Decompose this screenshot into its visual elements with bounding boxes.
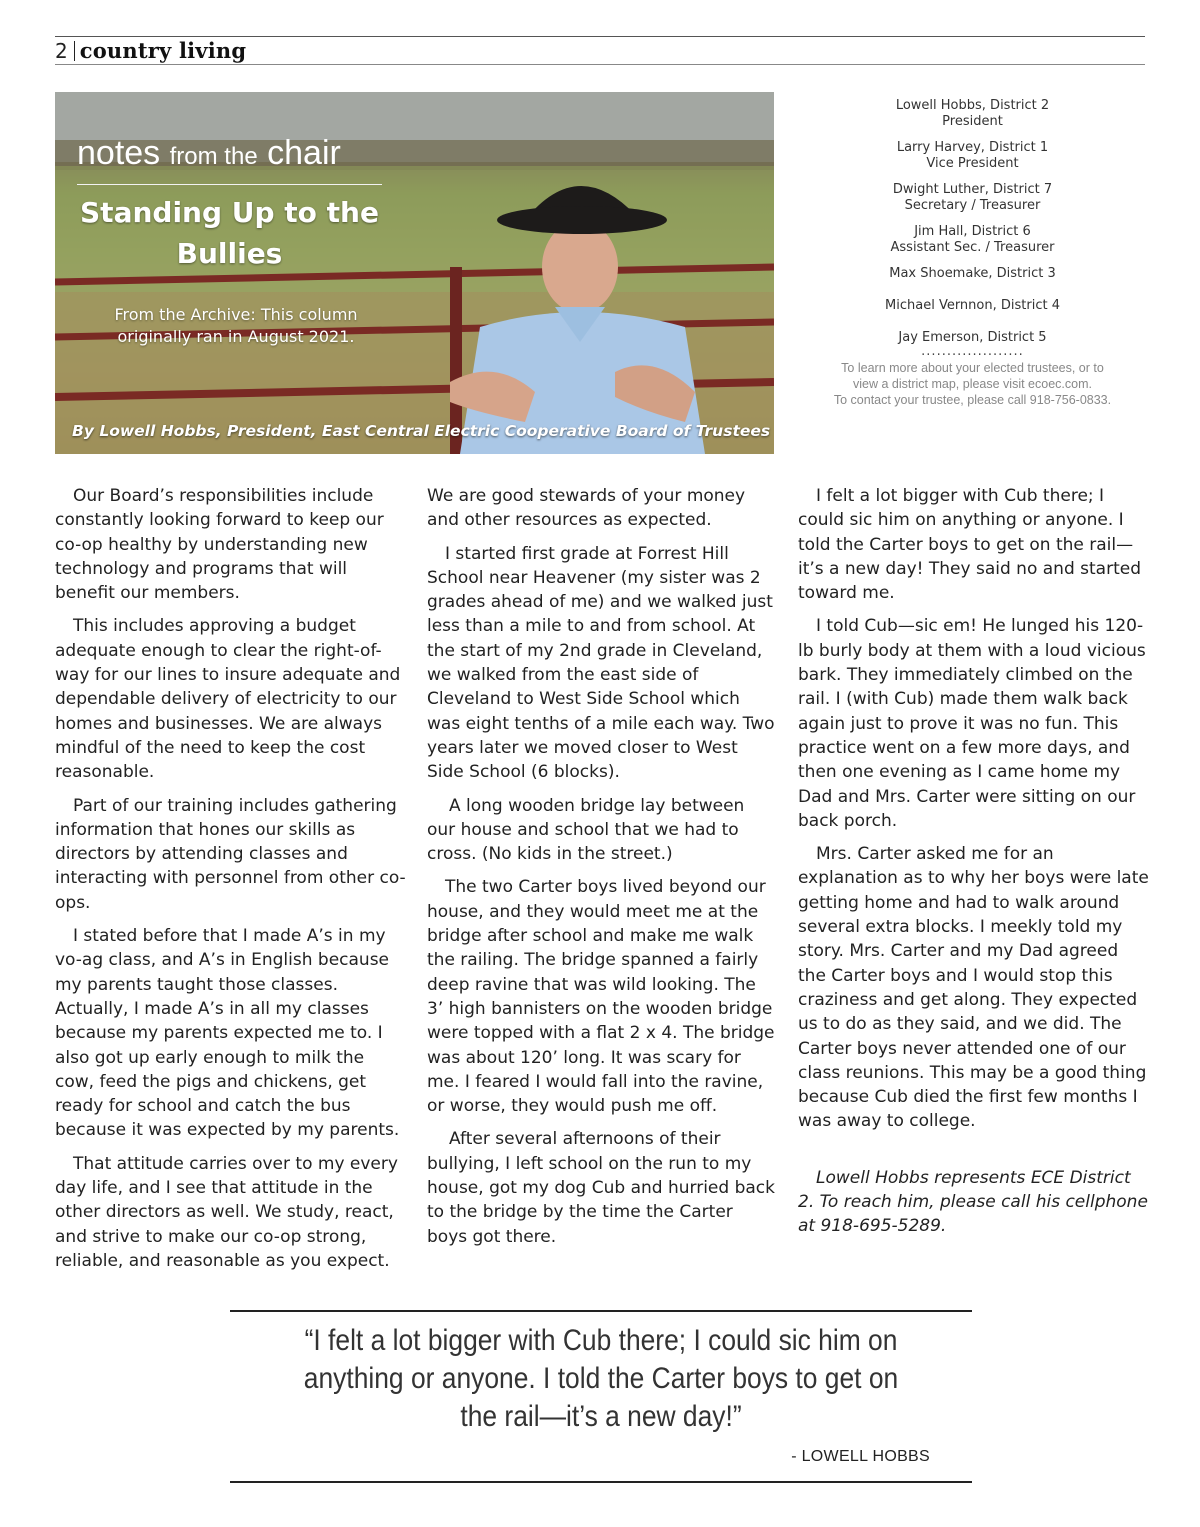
page-number: 2 xyxy=(55,38,68,63)
kicker-rule xyxy=(77,184,382,185)
article-headline: Standing Up to the Bullies xyxy=(80,196,379,270)
article-column-2 xyxy=(427,484,777,1258)
header-divider xyxy=(74,41,75,61)
pull-quote: “I felt a lot bigger with Cub there; I could sic him on anything or anyone. I told the Carter boys to get on the rail—it’s a new day!” xyxy=(303,1324,899,1433)
trustee-name: Lowell Hobbs, District 2 xyxy=(895,98,1050,113)
trustee-entry xyxy=(800,224,1145,256)
paragraph: That attitude carries over to my every day life, and I see that attitude in the other directors as well. We study, react, and strive to make our co-op strong, reliable, and reasonable as you expect. xyxy=(55,1153,398,1271)
paragraph: Mrs. Carter asked me for an explanation as to why her boys were late getting home and had to walk around several extra blocks. I meekly told my story. Mrs. Carter and my Dad agreed the Carter boys and I would stop this craziness and get along. They expected us to do as they said, and we did. The Carter boys never attended one of our class reunions. This may be a good thing because Cub died the first few months I was away to college. xyxy=(798,844,1149,1132)
page-header xyxy=(55,37,246,64)
paragraph: I told Cub—sic em! He lunged his 120-lb burly body at them with a loud vicious bark. They immediately climbed on the rail. I (with Cub) made them walk back again just to prove it was no fun. This practice went on a few more days, and then one evening as I came home my Dad and Mrs. Carter were sitting on our back porch. xyxy=(798,616,1146,831)
paragraph: Part of our training includes gathering information that hones our skills as directors by attending classes and interacting with personnel from other co-ops. xyxy=(55,795,406,913)
paragraph: I stated before that I made A’s in my vo-ag class, and A’s in English because my parents taught those classes. Actually, I made A’s in all my classes because my parents expected me to. I also got up early enough to milk the cow, feed the pigs and chickens, get ready for school and catch the bus because it was expected by my parents. xyxy=(55,926,400,1141)
trustee-name: Larry Harvey, District 1 xyxy=(896,140,1049,155)
kicker-chair: chair xyxy=(267,134,341,172)
trustee-entry xyxy=(800,98,1145,130)
pull-quote-rule-bottom xyxy=(230,1481,972,1483)
paragraph: A long wooden bridge lay between our house and school that we had to cross. (No kids in the street.) xyxy=(427,795,745,865)
trustee-entry xyxy=(800,140,1145,172)
trustee-entry xyxy=(800,266,1145,282)
trustee-name: Dwight Luther, District 7 xyxy=(892,182,1053,197)
trustee-contact-note: To learn more about your elected trustees, or to view a district map, please visit ecoec.com. To contact your trustee, please call 918-756-0833. xyxy=(833,361,1112,407)
pull-quote-attribution: - LOWELL HOBBS xyxy=(791,1448,930,1465)
article-column-3 xyxy=(798,484,1150,1248)
kicker-from-the: from the xyxy=(169,143,258,170)
paragraph: Our Board’s responsibilities include constantly looking forward to keep our co-op healthy by understanding new technology and programs that will benefit our members. xyxy=(55,486,384,604)
trustee-role: President xyxy=(942,114,1003,129)
trustee-entry xyxy=(800,298,1145,314)
trustee-role: Assistant Sec. / Treasurer xyxy=(890,240,1055,255)
paragraph: This includes approving a budget adequate enough to clear the right-of-way for our lines to insure adequate and dependable delivery of electricity to our homes and businesses. We are always mindful of the need to keep the cost reasonable. xyxy=(55,616,401,783)
trustee-name: Jay Emerson, District 5 xyxy=(898,330,1047,345)
trustee-list xyxy=(800,98,1145,408)
author-signature: Lowell Hobbs represents ECE District 2. To reach him, please call his cellphone at 918-695-5289. xyxy=(798,1167,1148,1237)
trustee-name: Michael Vernnon, District 4 xyxy=(885,298,1060,313)
trustee-role: Vice President xyxy=(926,156,1019,171)
hero-photo xyxy=(55,92,774,454)
paragraph: I felt a lot bigger with Cub there; I could sic him on anything or anyone. I told the Carter boys to get on the rail—it’s a new day! They said no and started toward me. xyxy=(798,486,1141,604)
header-rule-bottom xyxy=(55,64,1145,65)
paragraph: The two Carter boys lived beyond our house, and they would meet me at the bridge after school and make me walk the railing. The bridge spanned a fairly deep ravine that was wild looking. The 3’ high bannisters on the wooden bridge were topped with a flat 2 x 4. The bridge was about 120’ long. It was scary for me. I feared I would fall into the ravine, or worse, they would push me off. xyxy=(427,877,775,1117)
paragraph: After several afternoons of their bullying, I left school on the run to my house, got my dog Cub and hurried back to the bridge by the time the Carter boys got there. xyxy=(427,1129,775,1247)
pull-quote-rule-top xyxy=(230,1310,972,1312)
trustee-entry xyxy=(800,182,1145,214)
dotted-separator: .................... xyxy=(921,344,1024,359)
column-kicker xyxy=(77,134,341,173)
trustee-role: Secretary / Treasurer xyxy=(904,198,1041,213)
trustee-name: Max Shoemake, District 3 xyxy=(889,266,1056,281)
article-column-1 xyxy=(55,484,407,1282)
kicker-notes: notes xyxy=(77,134,161,172)
paragraph: We are good stewards of your money and other resources as expected. xyxy=(427,486,746,531)
article-byline: By Lowell Hobbs, President, East Central Electric Cooperative Board of Trustees xyxy=(72,422,771,440)
paragraph: I started first grade at Forrest Hill School near Heavener (my sister was 2 grades ahead of me) and we walked just less than a mile to and from school. At the start of my 2nd grade in Cleveland, we walked from the east side of Cleveland to West Side School which was eight tenths of a mile each way. Two years later we moved closer to West Side School (6 blocks). xyxy=(427,543,775,783)
archive-note: From the Archive: This column originally ran in August 2021. xyxy=(114,305,358,346)
section-title: country living xyxy=(79,38,247,63)
trustee-name: Jim Hall, District 6 xyxy=(914,224,1031,239)
